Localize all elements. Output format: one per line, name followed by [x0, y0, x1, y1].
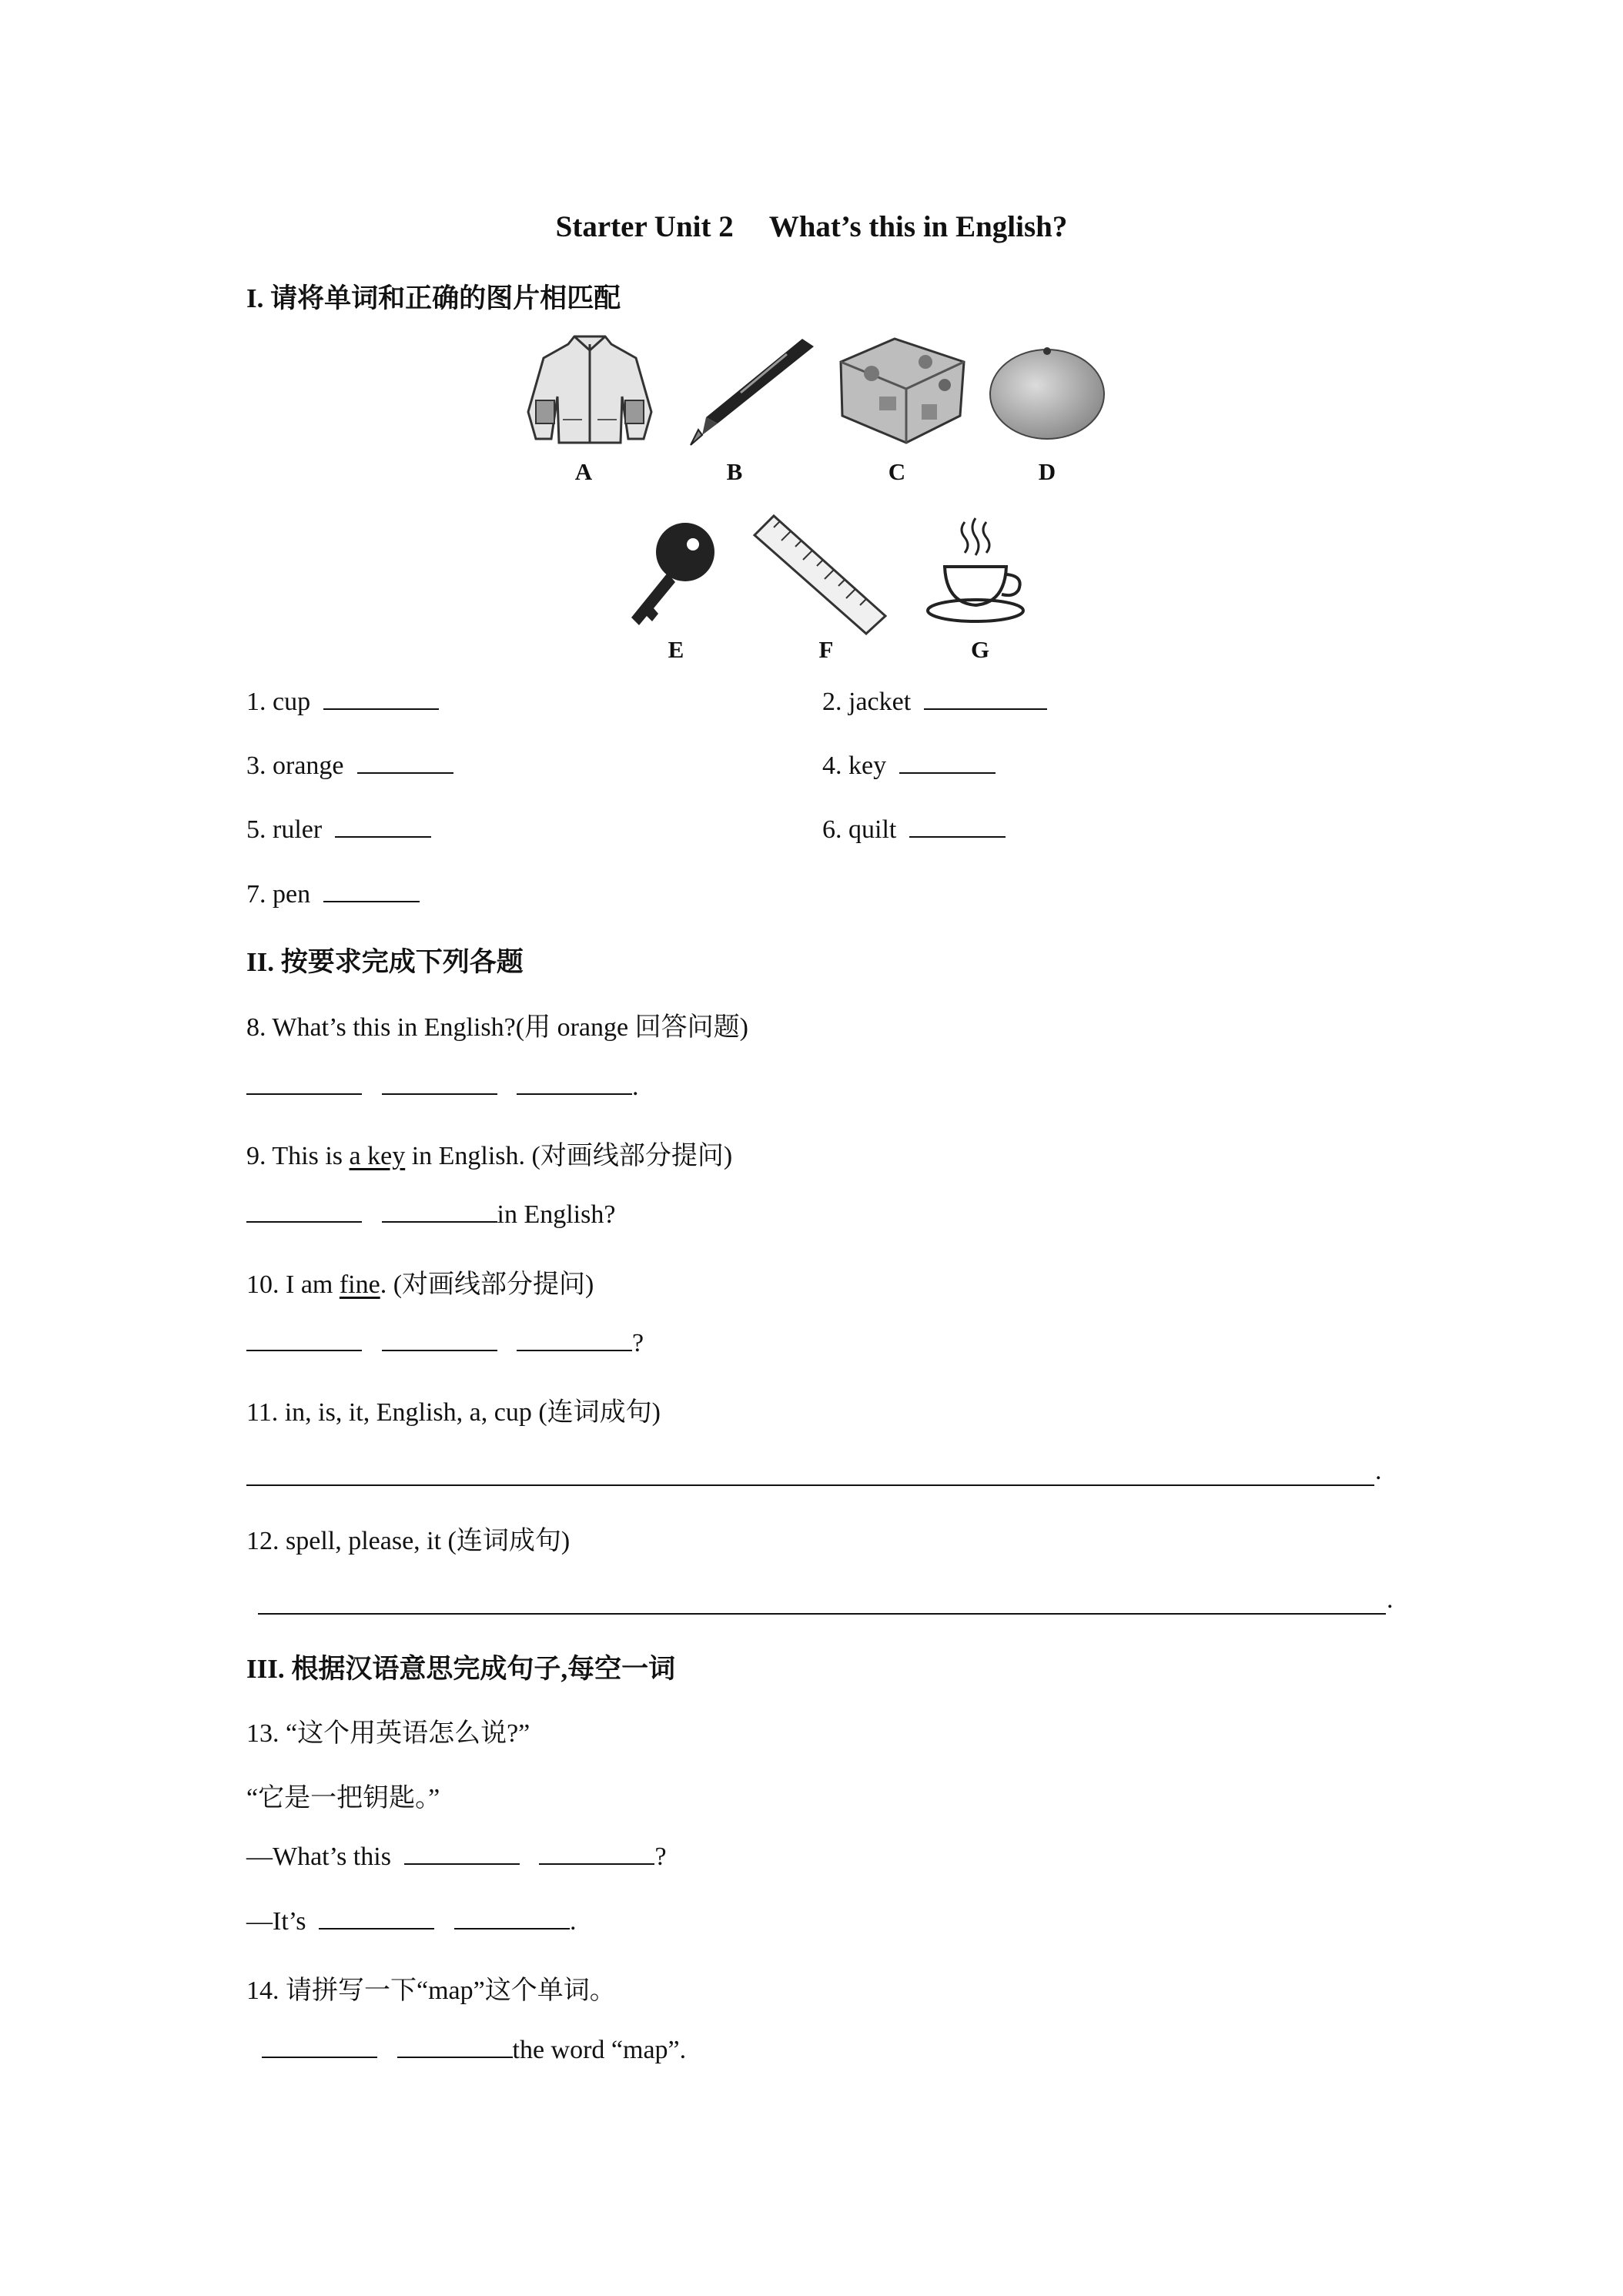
answer-blank[interactable] — [323, 685, 439, 710]
answer-line-14: the word “map”. — [262, 2033, 686, 2065]
answer-blank[interactable] — [909, 813, 1006, 838]
full-stop: . — [1387, 1585, 1394, 1614]
list-item: 6. quilt — [822, 813, 1006, 845]
answer-blank[interactable] — [454, 1905, 570, 1930]
answer-blank[interactable] — [323, 878, 420, 902]
answer-line-12[interactable] — [258, 1613, 1386, 1615]
list-item: 4. key — [822, 749, 996, 781]
picture-label-e: E — [668, 636, 684, 663]
ruler-icon — [751, 512, 889, 635]
section-1-heading: I. 请将单词和正确的图片相匹配 — [246, 283, 621, 313]
list-item: 5. ruler — [246, 813, 431, 845]
quilt-icon — [833, 331, 972, 447]
answer-blank[interactable] — [517, 1070, 632, 1095]
answer-line-11[interactable] — [246, 1484, 1374, 1486]
question-11: 11. in, is, it, English, a, cup (连词成句) — [246, 1398, 661, 1427]
picture-label-a: A — [574, 458, 593, 485]
answer-line-9: in English? — [246, 1198, 615, 1230]
section-3-heading: III. 根据汉语意思完成句子,每空一词 — [246, 1654, 676, 1684]
answer-blank[interactable] — [262, 2033, 377, 2058]
picture-label-f: F — [818, 636, 834, 663]
section-2-heading: II. 按要求完成下列各题 — [246, 947, 524, 977]
orange-icon — [986, 339, 1109, 443]
answer-blank[interactable] — [246, 1070, 362, 1095]
answer-blank[interactable] — [899, 749, 996, 774]
answer-blank[interactable] — [382, 1198, 497, 1223]
answer-blank[interactable] — [319, 1905, 434, 1930]
key-icon — [620, 517, 720, 633]
answer-blank[interactable] — [382, 1327, 497, 1351]
question-12: 12. spell, please, it (连词成句) — [246, 1527, 571, 1555]
answer-line-8: . — [246, 1070, 639, 1102]
answer-line-10: ? — [246, 1327, 644, 1358]
list-item: 3. orange — [246, 749, 453, 781]
question-13: 13. “这个用英语怎么说?” — [246, 1719, 530, 1748]
question-8: 8. What’s this in English?(用 orange 回答问题) — [246, 1013, 748, 1042]
answer-blank[interactable] — [397, 2033, 513, 2058]
answer-blank[interactable] — [517, 1327, 632, 1351]
answer-line-13b: —It’s . — [246, 1905, 576, 1936]
list-item: 1. cup — [246, 685, 439, 717]
list-item: 2. jacket — [822, 685, 1047, 717]
page-title: Starter Unit 2 What’s this in English? — [555, 210, 1068, 243]
question-10: 10. I am fine. (对画线部分提问) — [246, 1270, 594, 1299]
answer-blank[interactable] — [246, 1327, 362, 1351]
list-item: 7. pen — [246, 878, 420, 909]
picture-label-d: D — [1038, 458, 1056, 485]
full-stop: . — [1375, 1457, 1382, 1485]
picture-label-b: B — [726, 458, 743, 485]
answer-blank[interactable] — [382, 1070, 497, 1095]
answer-blank[interactable] — [246, 1198, 362, 1223]
answer-blank[interactable] — [404, 1840, 520, 1865]
answer-blank[interactable] — [924, 685, 1047, 710]
answer-blank[interactable] — [539, 1840, 654, 1865]
picture-label-g: G — [970, 636, 990, 663]
picture-label-c: C — [888, 458, 906, 485]
cup-icon — [920, 514, 1036, 630]
answer-blank[interactable] — [335, 813, 431, 838]
jacket-icon — [520, 327, 659, 450]
answer-line-13a: —What’s this ? — [246, 1840, 667, 1872]
question-13-reply: “它是一把钥匙。” — [246, 1784, 440, 1812]
question-9: 9. This is a key in English. (对画线部分提问) — [246, 1142, 733, 1170]
question-14: 14. 请拼写一下“map”这个单词。 — [246, 1976, 616, 2005]
answer-blank[interactable] — [357, 749, 453, 774]
pen-icon — [671, 331, 818, 447]
